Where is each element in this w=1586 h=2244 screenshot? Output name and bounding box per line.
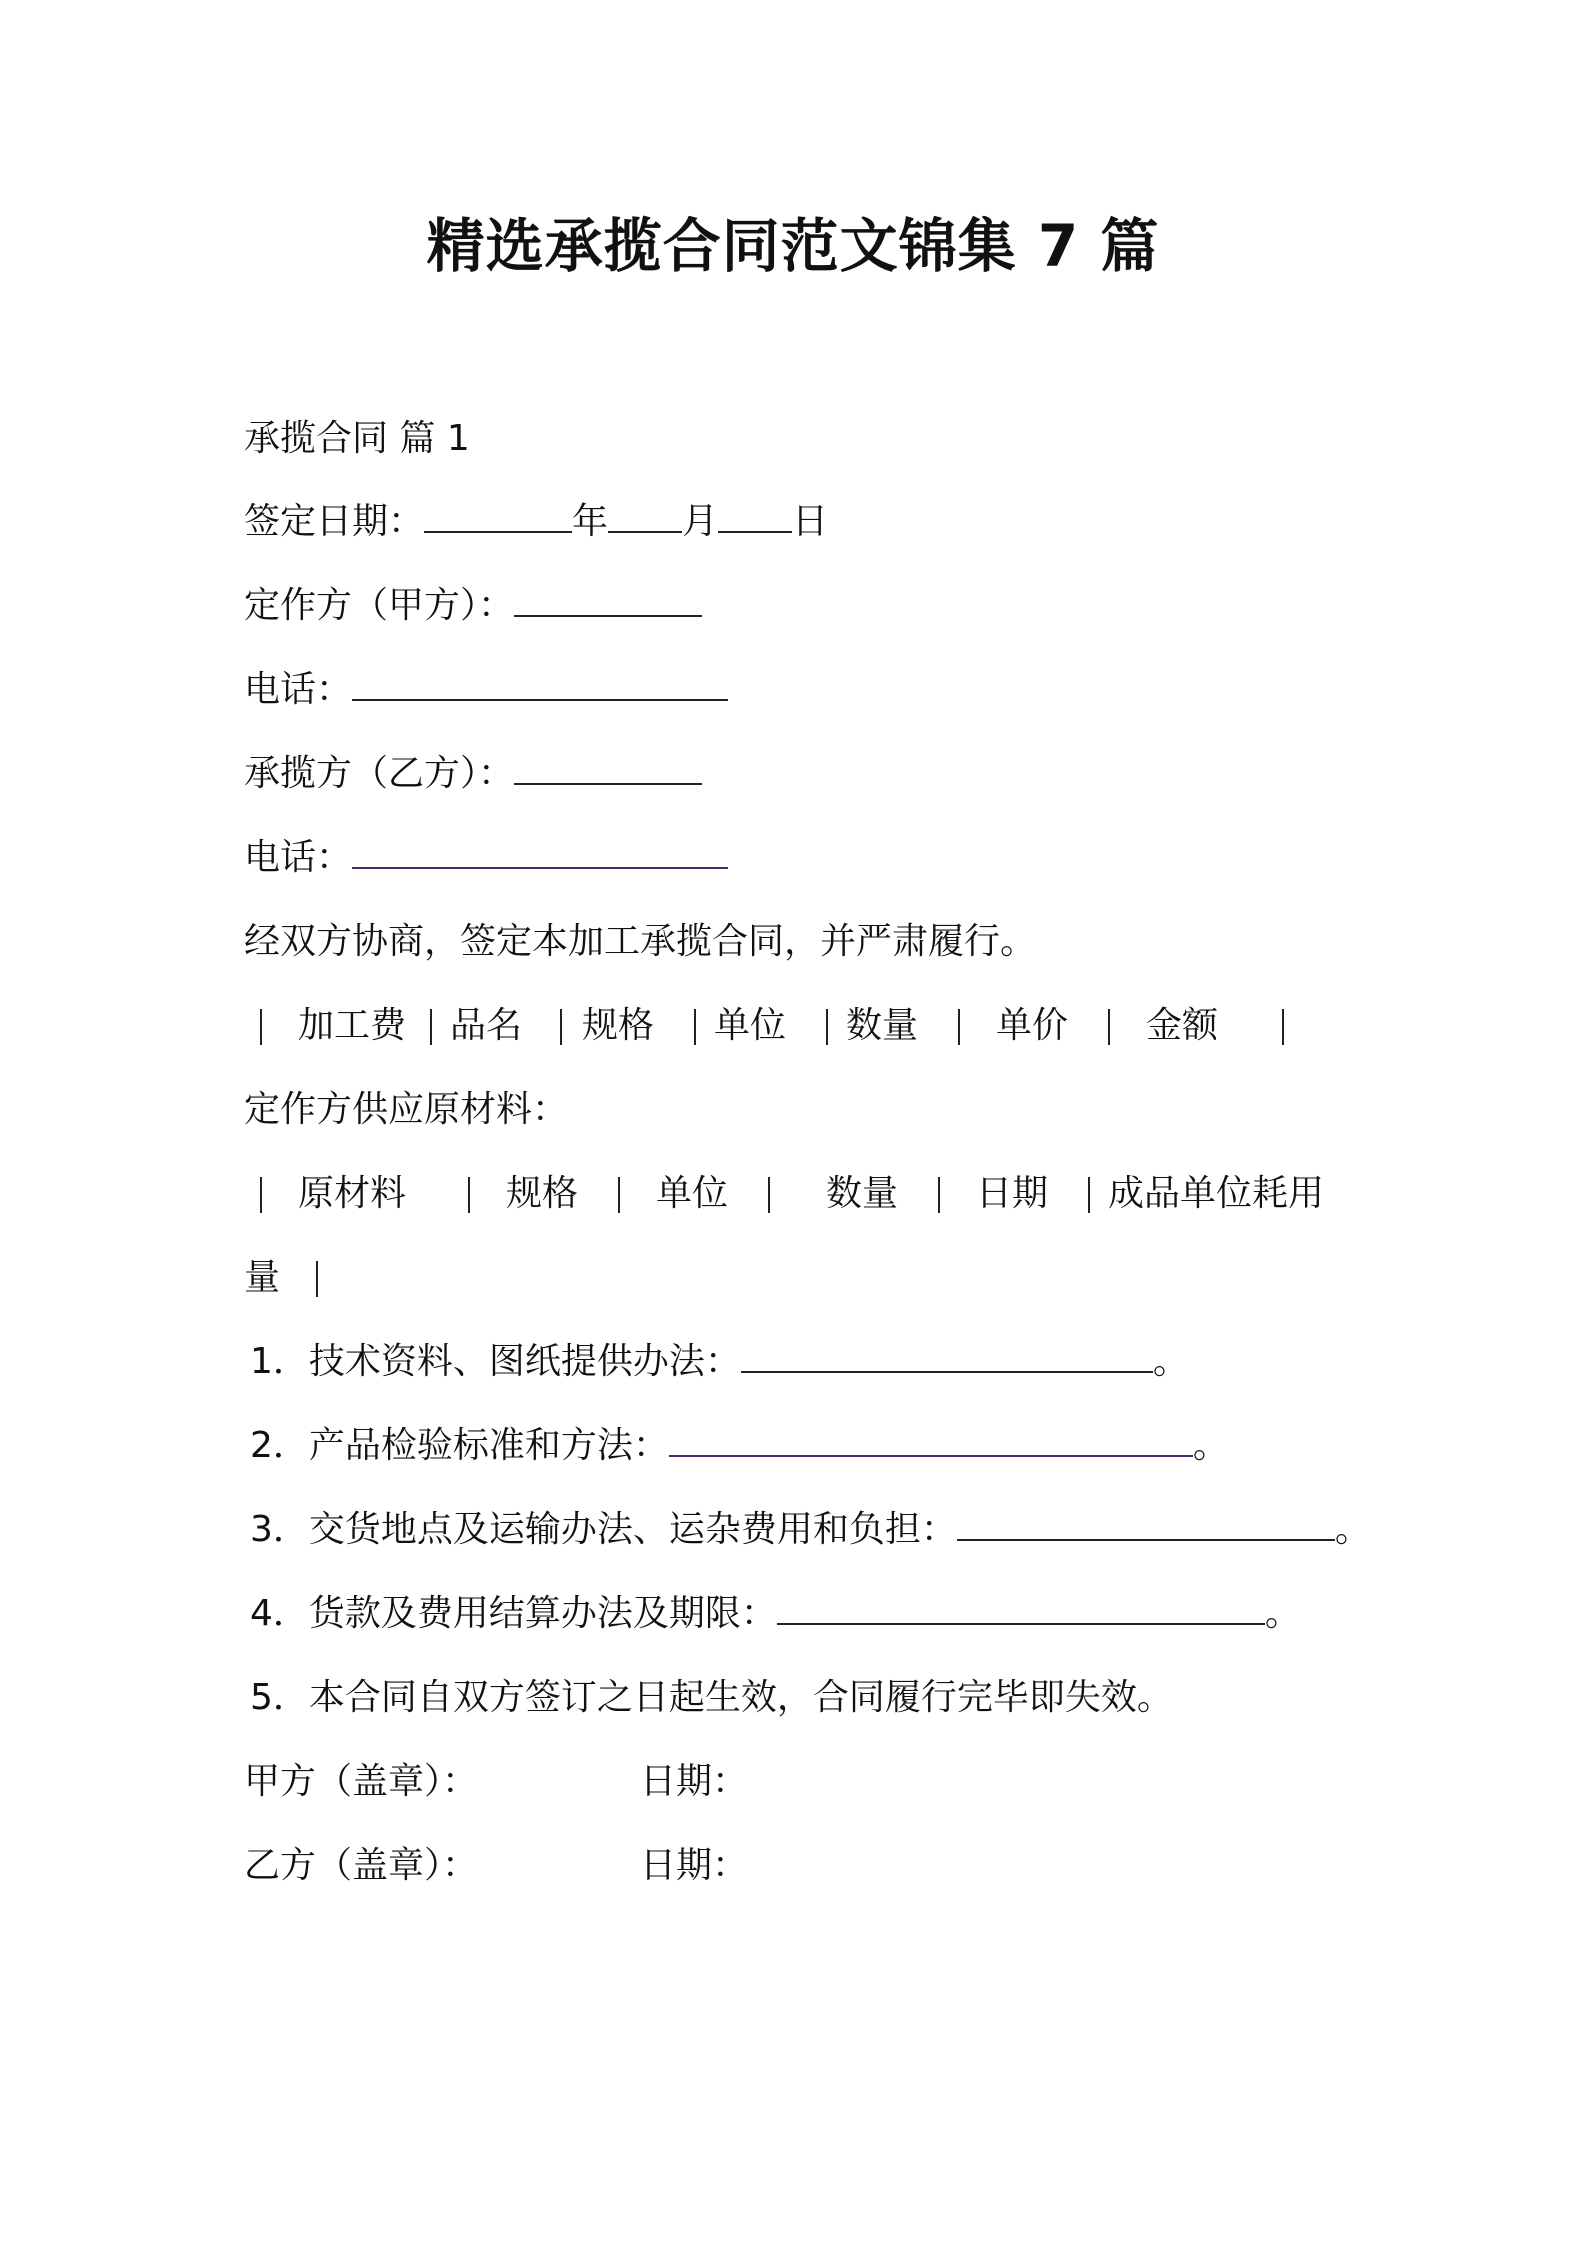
table-divider	[430, 1009, 432, 1045]
phone-a-line	[244, 665, 728, 715]
party-a-line	[244, 581, 702, 631]
sign-date-label: 签定日期：	[244, 501, 425, 542]
month-blank	[608, 497, 682, 533]
table-divider	[260, 1177, 262, 1213]
party-a-seal-line	[244, 1757, 478, 1807]
sign-date-line	[244, 497, 828, 547]
agreement-text: 经双方协商，签定本加工承揽合同，并严肃履行。	[244, 921, 1037, 962]
clause-3-blank	[957, 1505, 1335, 1541]
party-b-label: 承揽方（乙方）：	[244, 753, 515, 794]
clause-5	[250, 1673, 1173, 1723]
table-divider	[618, 1177, 620, 1213]
year-blank	[424, 497, 572, 533]
clause-4	[250, 1589, 1301, 1639]
table-divider	[1108, 1009, 1110, 1045]
party-a-label: 定作方（甲方）：	[244, 585, 515, 626]
phone-b-label: 电话：	[244, 837, 353, 878]
phone-a-blank	[352, 665, 728, 701]
processing-fee-table-header	[244, 1001, 1354, 1051]
phone-a-label: 电话：	[244, 669, 353, 710]
party-b-date-label: 日期：	[640, 1845, 749, 1886]
document-title: 精选承揽合同范文锦集 7 篇	[426, 212, 1160, 280]
party-a-seal-label: 甲方（盖章）：	[244, 1761, 479, 1802]
clause-number: 1．	[250, 1341, 309, 1382]
party-a-date-label: 日期：	[640, 1761, 749, 1802]
table-divider	[316, 1261, 318, 1297]
phone-b-line	[244, 833, 728, 883]
clause-end: 。	[1264, 1593, 1301, 1634]
year-label: 年	[572, 501, 609, 542]
header-material-spec: 规格	[506, 1173, 579, 1214]
header-quantity: 数量	[846, 1005, 919, 1046]
party-b-blank	[514, 749, 702, 785]
party-b-seal-label: 乙方（盖章）：	[244, 1845, 479, 1886]
clause-2-blank	[669, 1421, 1193, 1457]
clause-number: 3．	[250, 1509, 309, 1550]
clause-text: 技术资料、图纸提供办法：	[308, 1341, 741, 1382]
clause-2	[250, 1421, 1229, 1471]
table-divider	[1282, 1009, 1284, 1045]
clause-text: 货款及费用结算办法及期限：	[308, 1593, 777, 1634]
materials-table-header	[244, 1169, 1354, 1219]
table-divider	[938, 1177, 940, 1213]
table-divider	[826, 1009, 828, 1045]
table-divider	[694, 1009, 696, 1045]
clause-1-blank	[741, 1337, 1153, 1373]
phone-b-blank	[352, 833, 728, 869]
clause-4-blank	[777, 1589, 1265, 1625]
day-label: 日	[792, 501, 829, 542]
header-material-unit: 单位	[656, 1173, 729, 1214]
header-spec: 规格	[582, 1005, 655, 1046]
table-divider	[260, 1009, 262, 1045]
clause-end: 。	[1192, 1425, 1229, 1466]
materials-label: 定作方供应原材料：	[244, 1089, 569, 1130]
party-b-seal-line	[244, 1841, 478, 1891]
table-divider	[468, 1177, 470, 1213]
clause-end: 。	[1152, 1341, 1189, 1382]
header-unit-consumption-overflow: 量	[244, 1257, 281, 1298]
header-processing-fee: 加工费	[298, 1005, 407, 1046]
clause-1	[250, 1337, 1189, 1387]
header-unit-consumption: 成品单位耗用	[1108, 1173, 1325, 1214]
clause-text: 本合同自双方签订之日起生效，合同履行完毕即失效。	[308, 1677, 1173, 1718]
section-heading: 承揽合同 篇 1	[244, 418, 470, 459]
clause-end: 。	[1334, 1509, 1371, 1550]
header-amount: 金额	[1146, 1005, 1219, 1046]
table-divider	[958, 1009, 960, 1045]
header-raw-material: 原材料	[298, 1173, 407, 1214]
clause-number: 4．	[250, 1593, 309, 1634]
clause-number: 5．	[250, 1677, 309, 1718]
month-label: 月	[682, 501, 719, 542]
header-unit: 单位	[714, 1005, 787, 1046]
header-material-quantity: 数量	[826, 1173, 899, 1214]
header-product-name: 品名	[450, 1005, 523, 1046]
table-divider	[1088, 1177, 1090, 1213]
header-unit-price: 单价	[996, 1005, 1069, 1046]
table-divider	[768, 1177, 770, 1213]
clause-text: 产品检验标准和方法：	[308, 1425, 669, 1466]
clause-text: 交货地点及运输办法、运杂费用和负担：	[308, 1509, 957, 1550]
day-blank	[718, 497, 792, 533]
party-a-blank	[514, 581, 702, 617]
party-b-line	[244, 749, 702, 799]
clause-3	[250, 1505, 1371, 1555]
clause-number: 2．	[250, 1425, 309, 1466]
materials-table-header-continued	[244, 1253, 1354, 1303]
header-material-date: 日期	[976, 1173, 1049, 1214]
table-divider	[560, 1009, 562, 1045]
